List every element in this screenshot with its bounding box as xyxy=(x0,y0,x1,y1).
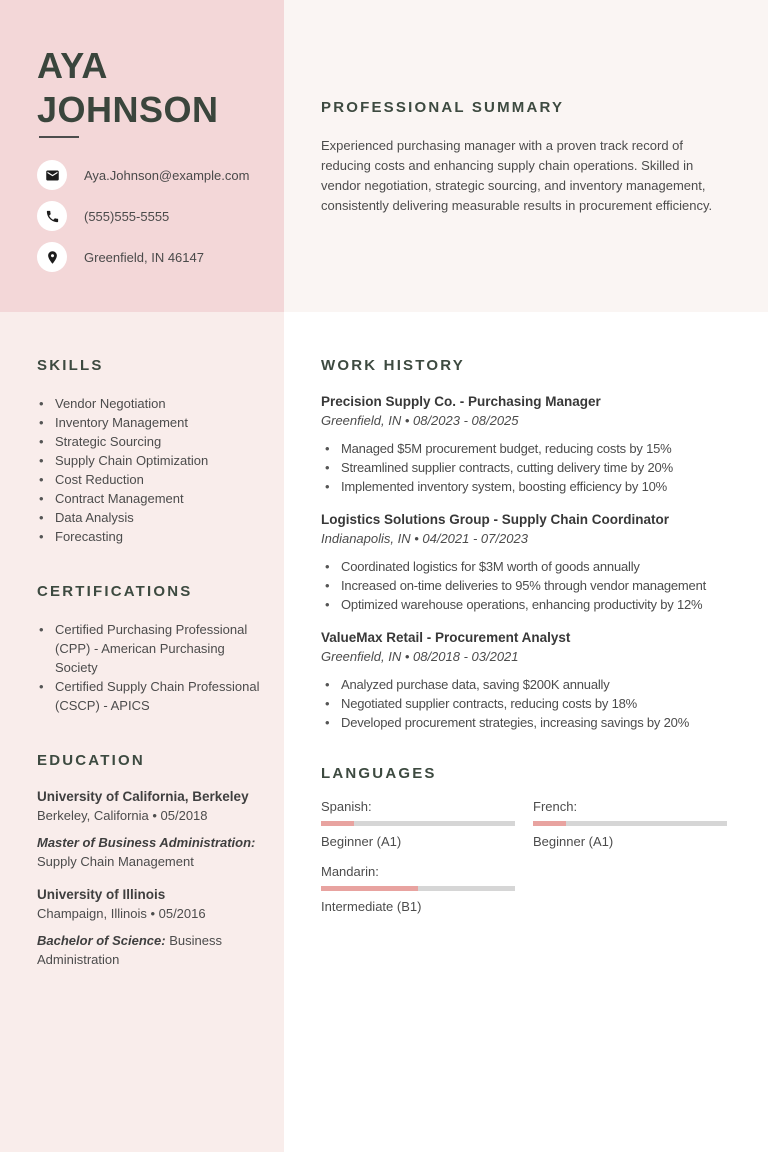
contact-email-row xyxy=(37,160,260,190)
education-entry xyxy=(37,787,268,871)
location-text: Greenfield, IN 46147 xyxy=(84,249,204,265)
job-bullets xyxy=(321,557,727,614)
job-bullet: • Coordinated logistics for $3M worth of goods annually xyxy=(321,557,727,576)
work-history-heading: WORK HISTORY xyxy=(321,357,465,374)
certifications-heading: CERTIFICATIONS xyxy=(37,583,193,600)
job-bullet: • Implemented inventory system, boosting efficiency by 10% xyxy=(321,477,727,496)
name-divider xyxy=(39,136,79,138)
certification-item: • Certified Purchasing Professional (CPP) - American Purchasing Society xyxy=(37,620,268,677)
language-progress-track xyxy=(533,821,727,826)
languages-heading: LANGUAGES xyxy=(321,765,437,782)
degree-field: Supply Chain Management xyxy=(37,854,194,869)
job-bullets xyxy=(321,675,727,732)
email-text: Aya.Johnson@example.com xyxy=(84,167,250,183)
job-meta: Greenfield, IN • 08/2018 - 03/2021 xyxy=(321,649,519,664)
summary-heading: PROFESSIONAL SUMMARY xyxy=(321,99,565,116)
job-title: Precision Supply Co. - Purchasing Manager xyxy=(321,394,601,409)
certification-item: • Certified Supply Chain Professional (CSCP) - APICS xyxy=(37,677,268,715)
last-name: JOHNSON xyxy=(37,89,219,130)
school-name: University of California, Berkeley xyxy=(37,789,249,804)
job-meta: Greenfield, IN • 08/2023 - 08/2025 xyxy=(321,413,519,428)
sidebar xyxy=(0,312,284,1152)
job-bullet: • Increased on-time deliveries to 95% through vendor management xyxy=(321,576,727,595)
school-name: University of Illinois xyxy=(37,887,166,902)
first-name: AYA xyxy=(37,45,108,86)
language-name: French: xyxy=(533,799,578,814)
degree xyxy=(37,931,268,969)
languages-grid xyxy=(321,798,727,916)
language-level: Beginner (A1) xyxy=(533,834,614,849)
degree xyxy=(37,833,268,871)
job-bullet: • Developed procurement strategies, increasing savings by 20% xyxy=(321,713,727,732)
language-level: Beginner (A1) xyxy=(321,834,402,849)
job-entry xyxy=(321,628,727,732)
language-progress-fill xyxy=(533,821,566,826)
job-entry xyxy=(321,392,727,496)
contact-phone-row xyxy=(37,201,260,231)
language-progress-fill xyxy=(321,886,418,891)
education-heading: EDUCATION xyxy=(37,752,145,769)
summary-text: Experienced purchasing manager with a proven track record of reducing costs and enhancing supply chain operations. Skilled in vendor negotiation, strategic sourcing, and inventory management, consistently delivering measurable results in procurement efficiency. xyxy=(321,138,713,213)
header-block xyxy=(0,0,284,312)
summary-block xyxy=(284,0,768,312)
phone-icon xyxy=(37,201,67,231)
skill-item: • Supply Chain Optimization xyxy=(37,451,268,470)
job-bullet: • Analyzed purchase data, saving $200K annually xyxy=(321,675,727,694)
education-entry xyxy=(37,885,268,969)
skills-list xyxy=(37,394,268,546)
skill-item: • Cost Reduction xyxy=(37,470,268,489)
job-bullets xyxy=(321,439,727,496)
skill-item: • Data Analysis xyxy=(37,508,268,527)
job-title: ValueMax Retail - Procurement Analyst xyxy=(321,630,571,645)
language-entry xyxy=(533,798,727,851)
skill-item: • Vendor Negotiation xyxy=(37,394,268,413)
certifications-list xyxy=(37,620,268,715)
language-name: Mandarin: xyxy=(321,864,379,879)
contact-location-row xyxy=(37,242,260,272)
language-progress-track xyxy=(321,821,515,826)
envelope-icon xyxy=(37,160,67,190)
skill-item: • Contract Management xyxy=(37,489,268,508)
location-pin-icon xyxy=(37,242,67,272)
language-level: Intermediate (B1) xyxy=(321,899,422,914)
skills-heading: SKILLS xyxy=(37,357,104,374)
school-meta: Champaign, Illinois • 05/2016 xyxy=(37,906,206,921)
skill-item: • Inventory Management xyxy=(37,413,268,432)
school-meta: Berkeley, California • 05/2018 xyxy=(37,808,208,823)
skill-item: • Forecasting xyxy=(37,527,268,546)
degree-field: Business Administration xyxy=(37,933,222,967)
job-title: Logistics Solutions Group - Supply Chain Coordinator xyxy=(321,512,669,527)
job-bullet: • Optimized warehouse operations, enhancing productivity by 12% xyxy=(321,595,727,614)
phone-text: (555)555-5555 xyxy=(84,208,170,224)
language-progress-track xyxy=(321,886,515,891)
language-progress-fill xyxy=(321,821,354,826)
job-bullet: • Negotiated supplier contracts, reducing costs by 18% xyxy=(321,694,727,713)
skill-item: • Strategic Sourcing xyxy=(37,432,268,451)
job-bullet: • Streamlined supplier contracts, cutting delivery time by 20% xyxy=(321,458,727,477)
language-entry xyxy=(321,798,515,851)
main-column xyxy=(284,312,768,1152)
degree-title: Master of Business Administration: xyxy=(37,835,256,850)
contact-list xyxy=(37,160,260,272)
job-meta: Indianapolis, IN • 04/2021 - 07/2023 xyxy=(321,531,528,546)
language-entry xyxy=(321,863,515,916)
person-name xyxy=(37,44,260,132)
job-entry xyxy=(321,510,727,614)
language-name: Spanish: xyxy=(321,799,372,814)
job-bullet: • Managed $5M procurement budget, reducing costs by 15% xyxy=(321,439,727,458)
degree-title: Bachelor of Science: xyxy=(37,933,166,948)
